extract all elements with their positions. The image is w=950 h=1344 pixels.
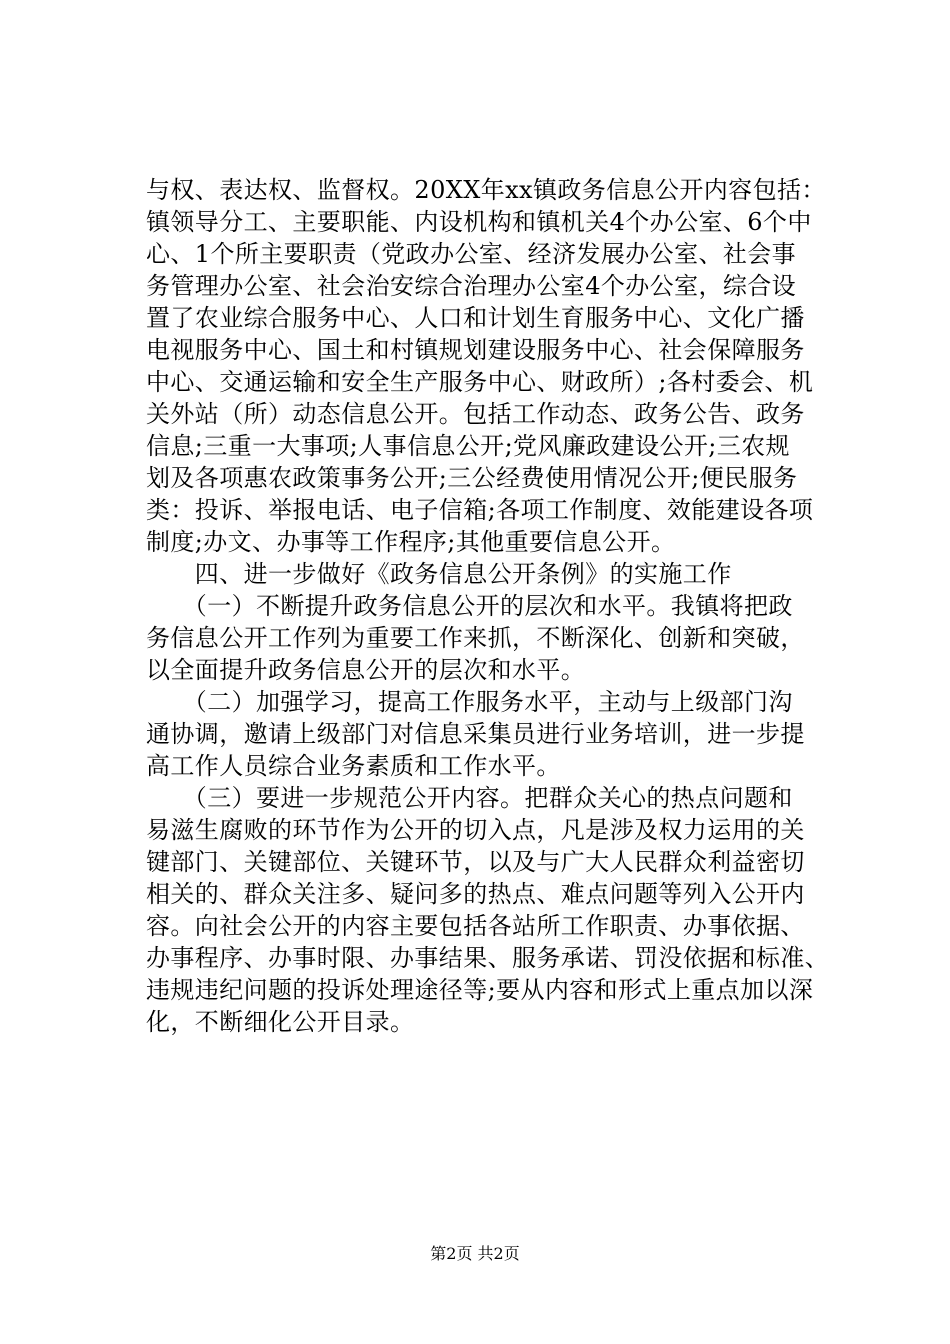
body-line-12: 制度;办文、办事等工作程序;其他重要信息公开。 <box>146 528 676 556</box>
body-line-22: 键部门、关键部位、关键环节，以及与广大人民群众利益密切 <box>146 848 805 876</box>
body-line-27: 化，不断细化公开目录。 <box>146 1008 415 1036</box>
body-line-15: 务信息公开工作列为重要工作来抓，不断深化、创新和突破， <box>146 624 805 652</box>
body-line-5: 置了农业综合服务中心、人口和计划生育服务中心、文化广播 <box>146 304 805 332</box>
section-heading-4: 四、进一步做好《政务信息公开条例》的实施工作 <box>146 560 732 588</box>
document-body <box>146 174 830 1038</box>
body-line-10: 划及各项惠农政策事务公开;三公经费使用情况公开;便民服务 <box>146 464 798 492</box>
body-line-2: 镇领导分工、主要职能、内设机构和镇机关4个办公室、6个中 <box>146 208 812 236</box>
body-line-17: （二）加强学习，提高工作服务水平，主动与上级部门沟 <box>146 688 793 716</box>
body-line-8: 关外站（所）动态信息公开。包括工作动态、政务公告、政务 <box>146 400 805 428</box>
body-line-14: （一）不断提升政务信息公开的层次和水平。我镇将把政 <box>146 592 793 620</box>
body-line-16: 以全面提升政务信息公开的层次和水平。 <box>146 656 586 684</box>
body-line-4: 务管理办公室、社会治安综合治理办公室4个办公室，综合设 <box>146 272 797 300</box>
body-line-3: 心、1个所主要职责（党政办公室、经济发展办公室、社会事 <box>146 240 797 268</box>
body-line-6: 电视服务中心、国土和村镇规划建设服务中心、社会保障服务 <box>146 336 805 364</box>
body-line-23: 相关的、群众关注多、疑问多的热点、难点问题等列入公开内 <box>146 880 805 908</box>
body-line-11: 类：投诉、举报电话、电子信箱;各项工作制度、效能建设各项 <box>146 496 814 524</box>
body-line-7: 中心、交通运输和安全生产服务中心、财政所）;各村委会、机 <box>146 368 814 396</box>
body-line-21: 易滋生腐败的环节作为公开的切入点，凡是涉及权力运用的关 <box>146 816 805 844</box>
body-line-19: 高工作人员综合业务素质和工作水平。 <box>146 752 561 780</box>
body-line-24: 容。向社会公开的内容主要包括各站所工作职责、办事依据、 <box>146 912 805 940</box>
body-line-25: 办事程序、办事时限、办事结果、服务承诺、罚没依据和标准、 <box>146 944 830 972</box>
body-line-18: 通协调，邀请上级部门对信息采集员进行业务培训，进一步提 <box>146 720 805 748</box>
page-number-footer: 第2页 共2页 <box>430 1244 520 1263</box>
body-line-26: 违规违纪问题的投诉处理途径等;要从内容和形式上重点加以深 <box>146 976 814 1004</box>
body-line-9: 信息;三重一大事项;人事信息公开;党风廉政建设公开;三农规 <box>146 432 790 460</box>
body-line-20: （三）要进一步规范公开内容。把群众关心的热点问题和 <box>146 784 793 812</box>
body-line-1: 与权、表达权、监督权。20XX年xx镇政务信息公开内容包括： <box>146 176 826 204</box>
